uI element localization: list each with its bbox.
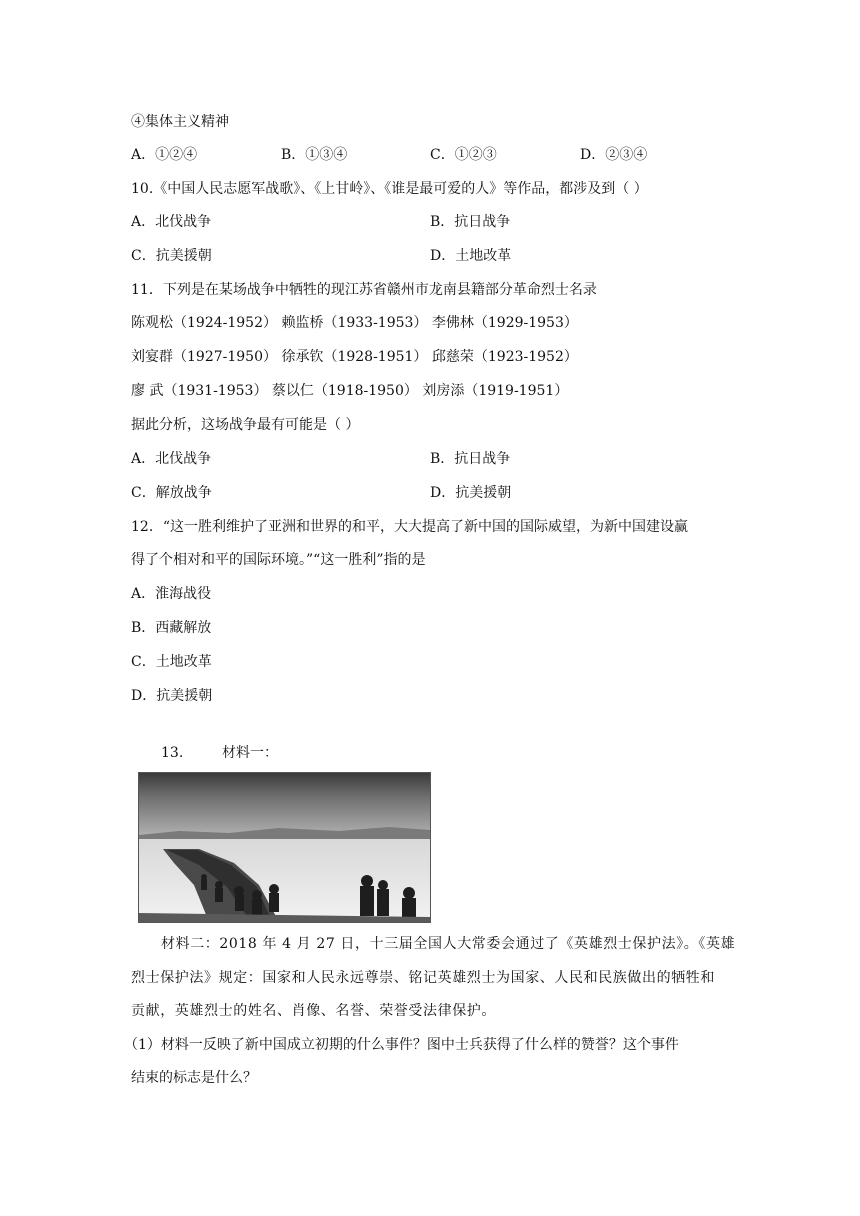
q10-stem: 10.《中国人民志愿军战歌》、《上甘岭》、《谁是最可爱的人》等作品，都涉及到（ ） [131, 181, 648, 197]
q12-option-a: A．淮海战役 [131, 586, 212, 602]
q12-stem-line-1: 12．“这一胜利维护了亚洲和世界的和平，大大提高了新中国的国际威望，为新中国建设赢 [131, 519, 688, 535]
q10-option-d: D．土地改革 [430, 248, 512, 264]
q9-option-c: C．①②③ [430, 147, 497, 163]
q13-material-2-line-1: 材料二：2018 年 4 月 27 日，十三届全国人大常委会通过了《英雄烈士保护法》。《英雄 [161, 936, 736, 952]
q11-question: 据此分析，这场战争最有可能是（ ） [131, 417, 360, 433]
q13-material-2-line-2: 烈士保护法》规定：国家和人民永远尊崇、铭记英雄烈士为国家、人民和民族做出的牺牲和 [131, 970, 715, 986]
q12-option-d: D．抗美援朝 [131, 688, 213, 704]
q13-material-1-photo [138, 772, 431, 923]
q10-option-b: B．抗日战争 [430, 214, 511, 230]
q11-option-c: C．解放战争 [131, 485, 212, 501]
q11-stem: 11．下列是在某场战争中牺牲的现江苏省赣州市龙南县籍部分革命烈士名录 [131, 282, 597, 298]
q11-names-row-1: 陈观松（1924-1952） 赖监桥（1933-1953） 李佛林（1929-1953） [131, 315, 578, 331]
q10-option-a: A．北伐战争 [131, 214, 212, 230]
q12-option-c: C．土地改革 [131, 654, 212, 670]
q11-names-row-3: 廖 武（1931-1953） 蔡以仁（1918-1950） 刘房添（1919-1951） [131, 383, 569, 399]
q9-option-a: A．①②④ [131, 147, 198, 163]
q13-material-2-line-3: 贡献，英雄烈士的姓名、肖像、名誉、荣誉受法律保护。 [131, 1003, 496, 1019]
q10-option-c: C．抗美援朝 [131, 248, 212, 264]
q12-option-b: B．西藏解放 [131, 620, 212, 636]
q13-number: 13. [161, 745, 184, 761]
q9-option-d: D．②③④ [580, 147, 648, 163]
q9-item-4: ④集体主义精神 [131, 114, 229, 130]
q13-material-1-label: 材料一： [222, 745, 278, 761]
q11-names-row-2: 刘宴群（1927-1950） 徐承钦（1928-1951） 邱慈荣（1923-1952） [131, 349, 578, 365]
q9-option-b: B．①③④ [281, 147, 348, 163]
q13-sub-1-line-2: 结束的标志是什么？ [131, 1070, 257, 1086]
q11-option-a: A．北伐战争 [131, 451, 212, 467]
q12-stem-line-2: 得了个相对和平的国际环境。”“这一胜利”指的是 [131, 552, 426, 568]
q11-option-d: D．抗美援朝 [430, 485, 512, 501]
q11-option-b: B．抗日战争 [430, 451, 511, 467]
q13-sub-1-line-1: （1）材料一反映了新中国成立初期的什么事件？图中士兵获得了什么样的赞誉？这个事件 [124, 1037, 679, 1053]
